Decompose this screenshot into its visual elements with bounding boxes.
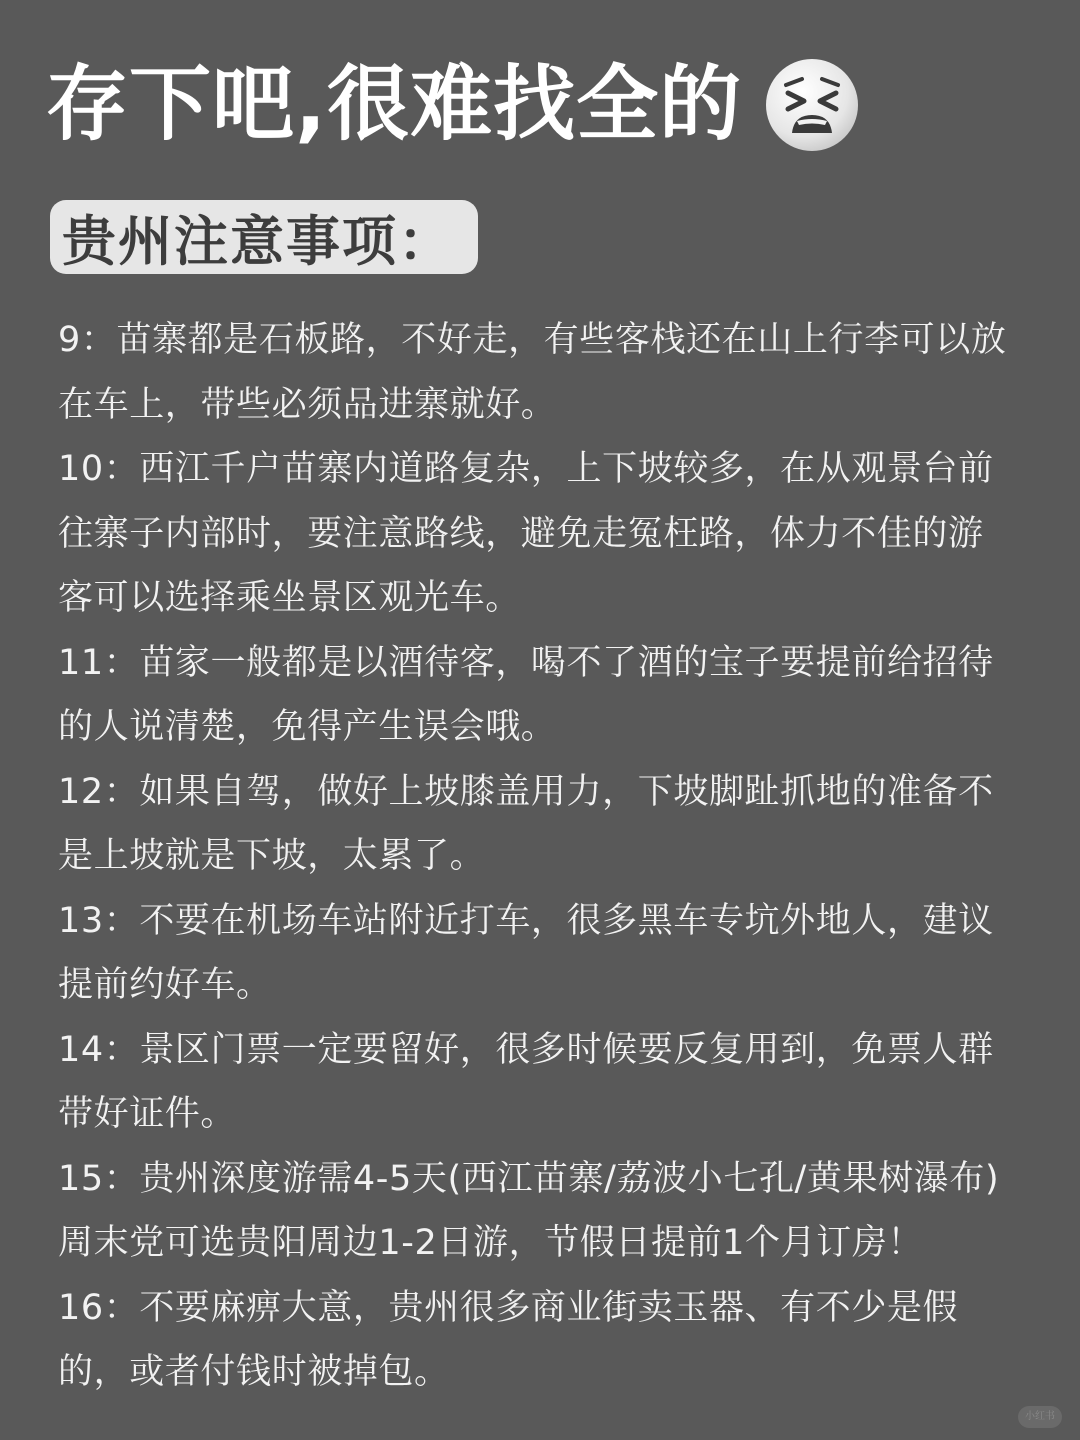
tip-item-9: 9：苗寨都是石板路，不好走，有些客栈还在山上行李可以放在车上，带些必须品进寨就好。 [58, 320, 1007, 425]
tip-item-12: 12：如果自驾，做好上坡膝盖用力，下坡脚趾抓地的准备不是上坡就是下坡，太累了。 [58, 771, 994, 876]
page-title: 存下吧,很难找全的 [46, 57, 743, 152]
tip-item-13: 13：不要在机场车站附近打车，很多黑车专坑外地人，建议提前约好车。 [58, 900, 994, 1005]
tip-item-16: 16：不要麻痹大意，贵州很多商业街卖玉器、有不少是假的，或者付钱时被掉包。 [58, 1287, 959, 1392]
section-badge [50, 200, 478, 274]
tips-list [58, 308, 1018, 1405]
tip-item-11: 11：苗家一般都是以酒待客，喝不了酒的宝子要提前给招待的人说清楚，免得产生误会哦。 [58, 642, 994, 747]
tip-item-15: 15：贵州深度游需4-5天(西江苗寨/荔波小七孔/黄果树瀑布)周末党可选贵阳周边1-2日游，节假日提前1个月订房！ [58, 1158, 1000, 1263]
title-row [46, 50, 860, 160]
section-title: 贵州注意事项： [62, 209, 454, 273]
tired-face-icon [764, 57, 860, 153]
tip-item-10: 10：西江千户苗寨内道路复杂，上下坡较多，在从观景台前往寨子内部时，要注意路线，避免走冤枉路，体力不佳的游客可以选择乘坐景区观光车。 [58, 449, 994, 618]
tip-item-14: 14：景区门票一定要留好，很多时候要反复用到，免票人群带好证件。 [58, 1029, 994, 1134]
watermark: 小红书 [1018, 1406, 1062, 1428]
